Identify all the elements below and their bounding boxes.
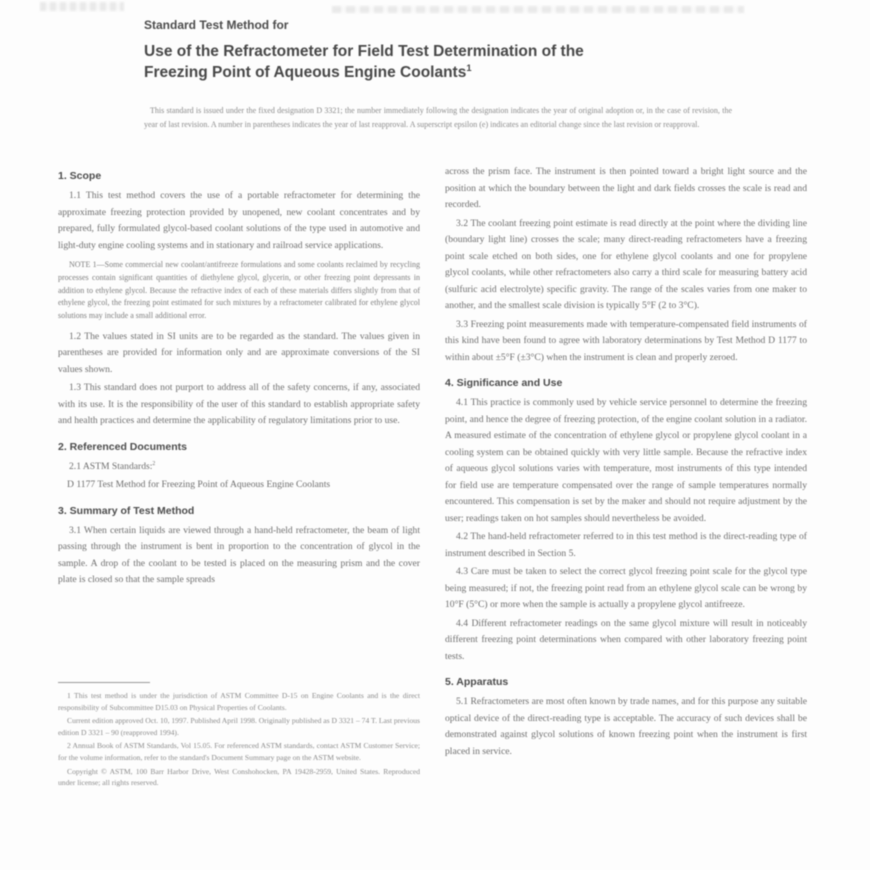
paragraph-3-3: 3.3 Freezing point measurements made with temperature-compensated field instruments of this kind have been found to agree with laboratory determinations by Test Method D 1177 to within about ±5°F (±3°C) when the instrument is clean and properly zeroed.	[445, 318, 807, 363]
document-kicker: Standard Test Method for	[144, 18, 289, 32]
paragraph-4-3: 4.3 Care must be taken to select the correct glycol freezing point scale for the glycol type being measured; if not, the freezing point read from an ethylene glycol scale can be wrong by 10°F (5°C) or more when the sample is actually a propylene glycol antifreeze.	[445, 566, 807, 610]
paragraph-4-1: 4.1 This practice is commonly used by vehicle service personnel to determine the freezing point, and hence the degree of freezing protection, of the engine coolant solution in a radiator. A measured estimate of the concentration of ethylene glycol or propylene glycol coolant in a cooling system can be obtained quickly with very little sample. Because the refractive index of aqueous glycol solutions varies with temperature, most instruments of this type intended for field use are temperature compensated over the range of sample temperatures normally encountered. This compensation is set by the maker and should not require adjustment by the user; readings taken on hot samples should nevertheless be avoided.	[445, 397, 807, 524]
paragraph-4-2: 4.2 The hand-held refractometer referred to in this test method is the direct-reading type of instrument described in Section 5.	[445, 531, 807, 559]
paragraph-1-2: 1.2 The values stated in SI units are to be regarded as the standard. The values given in parentheses are provided for information only and are approximate conversions of the SI values shown.	[58, 330, 420, 375]
right-column	[445, 164, 807, 762]
document-title-line-1: Use of the Refractometer for Field Test Determination of the	[144, 43, 584, 60]
paragraph-2-1	[58, 459, 420, 476]
scan-artifact-top-left	[40, 2, 124, 11]
paragraph-3-2: 3.2 The coolant freezing point estimate is read directly at the point where the dividing line (boundary light line) crosses the scale; many direct-reading refractometers have a freezing point scale etched on both sides, one for ethylene glycol coolants and one for propylene glycol coolants, while other refractometers also carry a third scale for measuring battery acid (sulfuric acid electrolyte) specific gravity. The range of the scales varies from one maker to another, and the smallest scale division is typically 5°F (2 to 3°C).	[445, 217, 807, 311]
note-1-paragraph: NOTE 1—Some commercial new coolant/antifreeze formulations and some coolants reclaimed by recycling processes contain significant quantities of diethylene glycol, glycerin, or other freezing point depressants in addition to ethylene glycol. Because the refractive index of each of these materials differs slightly from that of ethylene glycol, the freezing point estimated for such mixtures by a refractometer calibrated for ethylene glycol solutions may include a small additional error.	[58, 260, 420, 321]
title-footnote-reference: 1	[466, 62, 472, 73]
paragraph-4-4: 4.4 Different refractometer readings on the same glycol mixture will result in noticeably different freezing point determinations when compared with other laboratory freezing point tests.	[445, 617, 807, 662]
footnote-1: 1 This test method is under the jurisdiction of ASTM Committee D-15 on Engine Coolants and is the direct responsibility of Subcommittee D15.03 on Physical Properties of Coolants.	[58, 691, 420, 712]
document-title-line-2-text: Freezing Point of Aqueous Engine Coolants	[144, 64, 467, 81]
footnote-block	[58, 682, 420, 791]
astm-standards-footnote-reference: 2	[152, 460, 156, 467]
footnote-copyright: Copyright © ASTM, 100 Barr Harbor Drive, West Conshohocken, PA 19428-2959, United States. Reproduced under license; all rights reserved.	[58, 766, 420, 788]
scan-artifact-top-right	[332, 6, 744, 13]
footnote-2: 2 Annual Book of ASTM Standards, Vol 15.05. For referenced ASTM standards, contact ASTM Customer Service; for the volume information, refer to the standard's Document Summary page on the ASTM website.	[58, 741, 420, 762]
document-title-line-2	[144, 62, 740, 83]
paragraph-3-1: 3.1 When certain liquids are viewed through a hand-held refractometer, the beam of light passing through the instrument is bent in proportion to the concentration of glycol in the sample. A drop of the coolant to be tested is placed on the measuring prism and the cover plate is closed so that the sample spreads	[58, 524, 420, 586]
left-column	[58, 170, 420, 591]
paragraph-1-1: 1.1 This test method covers the use of a portable refractometer for determining the approximate freezing protection provided by unopened, new coolant concentrates and by prepared, fully formulated glycol-based coolant solutions of the type used in automotive and light-duty engine cooling systems and in stationary and railroad service applications.	[58, 190, 420, 251]
paragraph-5-1: 5.1 Refractometers are most often known by trade names, and for this purpose any suitable optical device of the direct-reading type is acceptable. The accuracy of such devices shall be demonstrated against glycol solutions of known freezing point when the instrument is first placed in service.	[445, 696, 807, 757]
paragraph-1-3: 1.3 This standard does not purport to address all of the safety concerns, if any, associated with its use. It is the responsibility of the user of this standard to establish appropriate safety and health practices and determine the applicability of regulatory limitations prior to use.	[58, 382, 420, 427]
footnote-edition: Current edition approved Oct. 10, 1997. Published April 1998. Originally published as D 3321 – 74 T. Last previous edition D 3321 – 90 (reapproved 1994).	[58, 716, 420, 737]
section-heading-referenced-documents: 2. Referenced Documents	[58, 440, 187, 453]
footnote-separator-rule	[58, 682, 150, 683]
reference-item-d1177: D 1177 Test Method for Freezing Point of Aqueous Engine Coolants	[67, 479, 331, 491]
title-block	[144, 18, 740, 83]
issuance-disclaimer: This standard is issued under the fixed designation D 3321; the number immediately following the designation indicates the year of original adoption or, in the case of revision, the year of last revision. A number in parentheses indicates the year of last reapproval. A superscript epsilon (e) indicates an editorial change since the last revision or reapproval.	[144, 106, 732, 129]
section-heading-apparatus: 5. Apparatus	[445, 676, 509, 688]
paragraph-2-1-text: 2.1 ASTM Standards:	[69, 460, 153, 472]
paragraph-3-1-continued: across the prism face. The instrument is then pointed toward a bright light source and the position at which the boundary between the light and dark fields crosses the scale is read and recorded.	[445, 166, 807, 210]
section-heading-scope: 1. Scope	[58, 170, 102, 182]
section-heading-significance: 4. Significance and Use	[445, 377, 563, 389]
section-heading-summary: 3. Summary of Test Method	[58, 504, 195, 517]
